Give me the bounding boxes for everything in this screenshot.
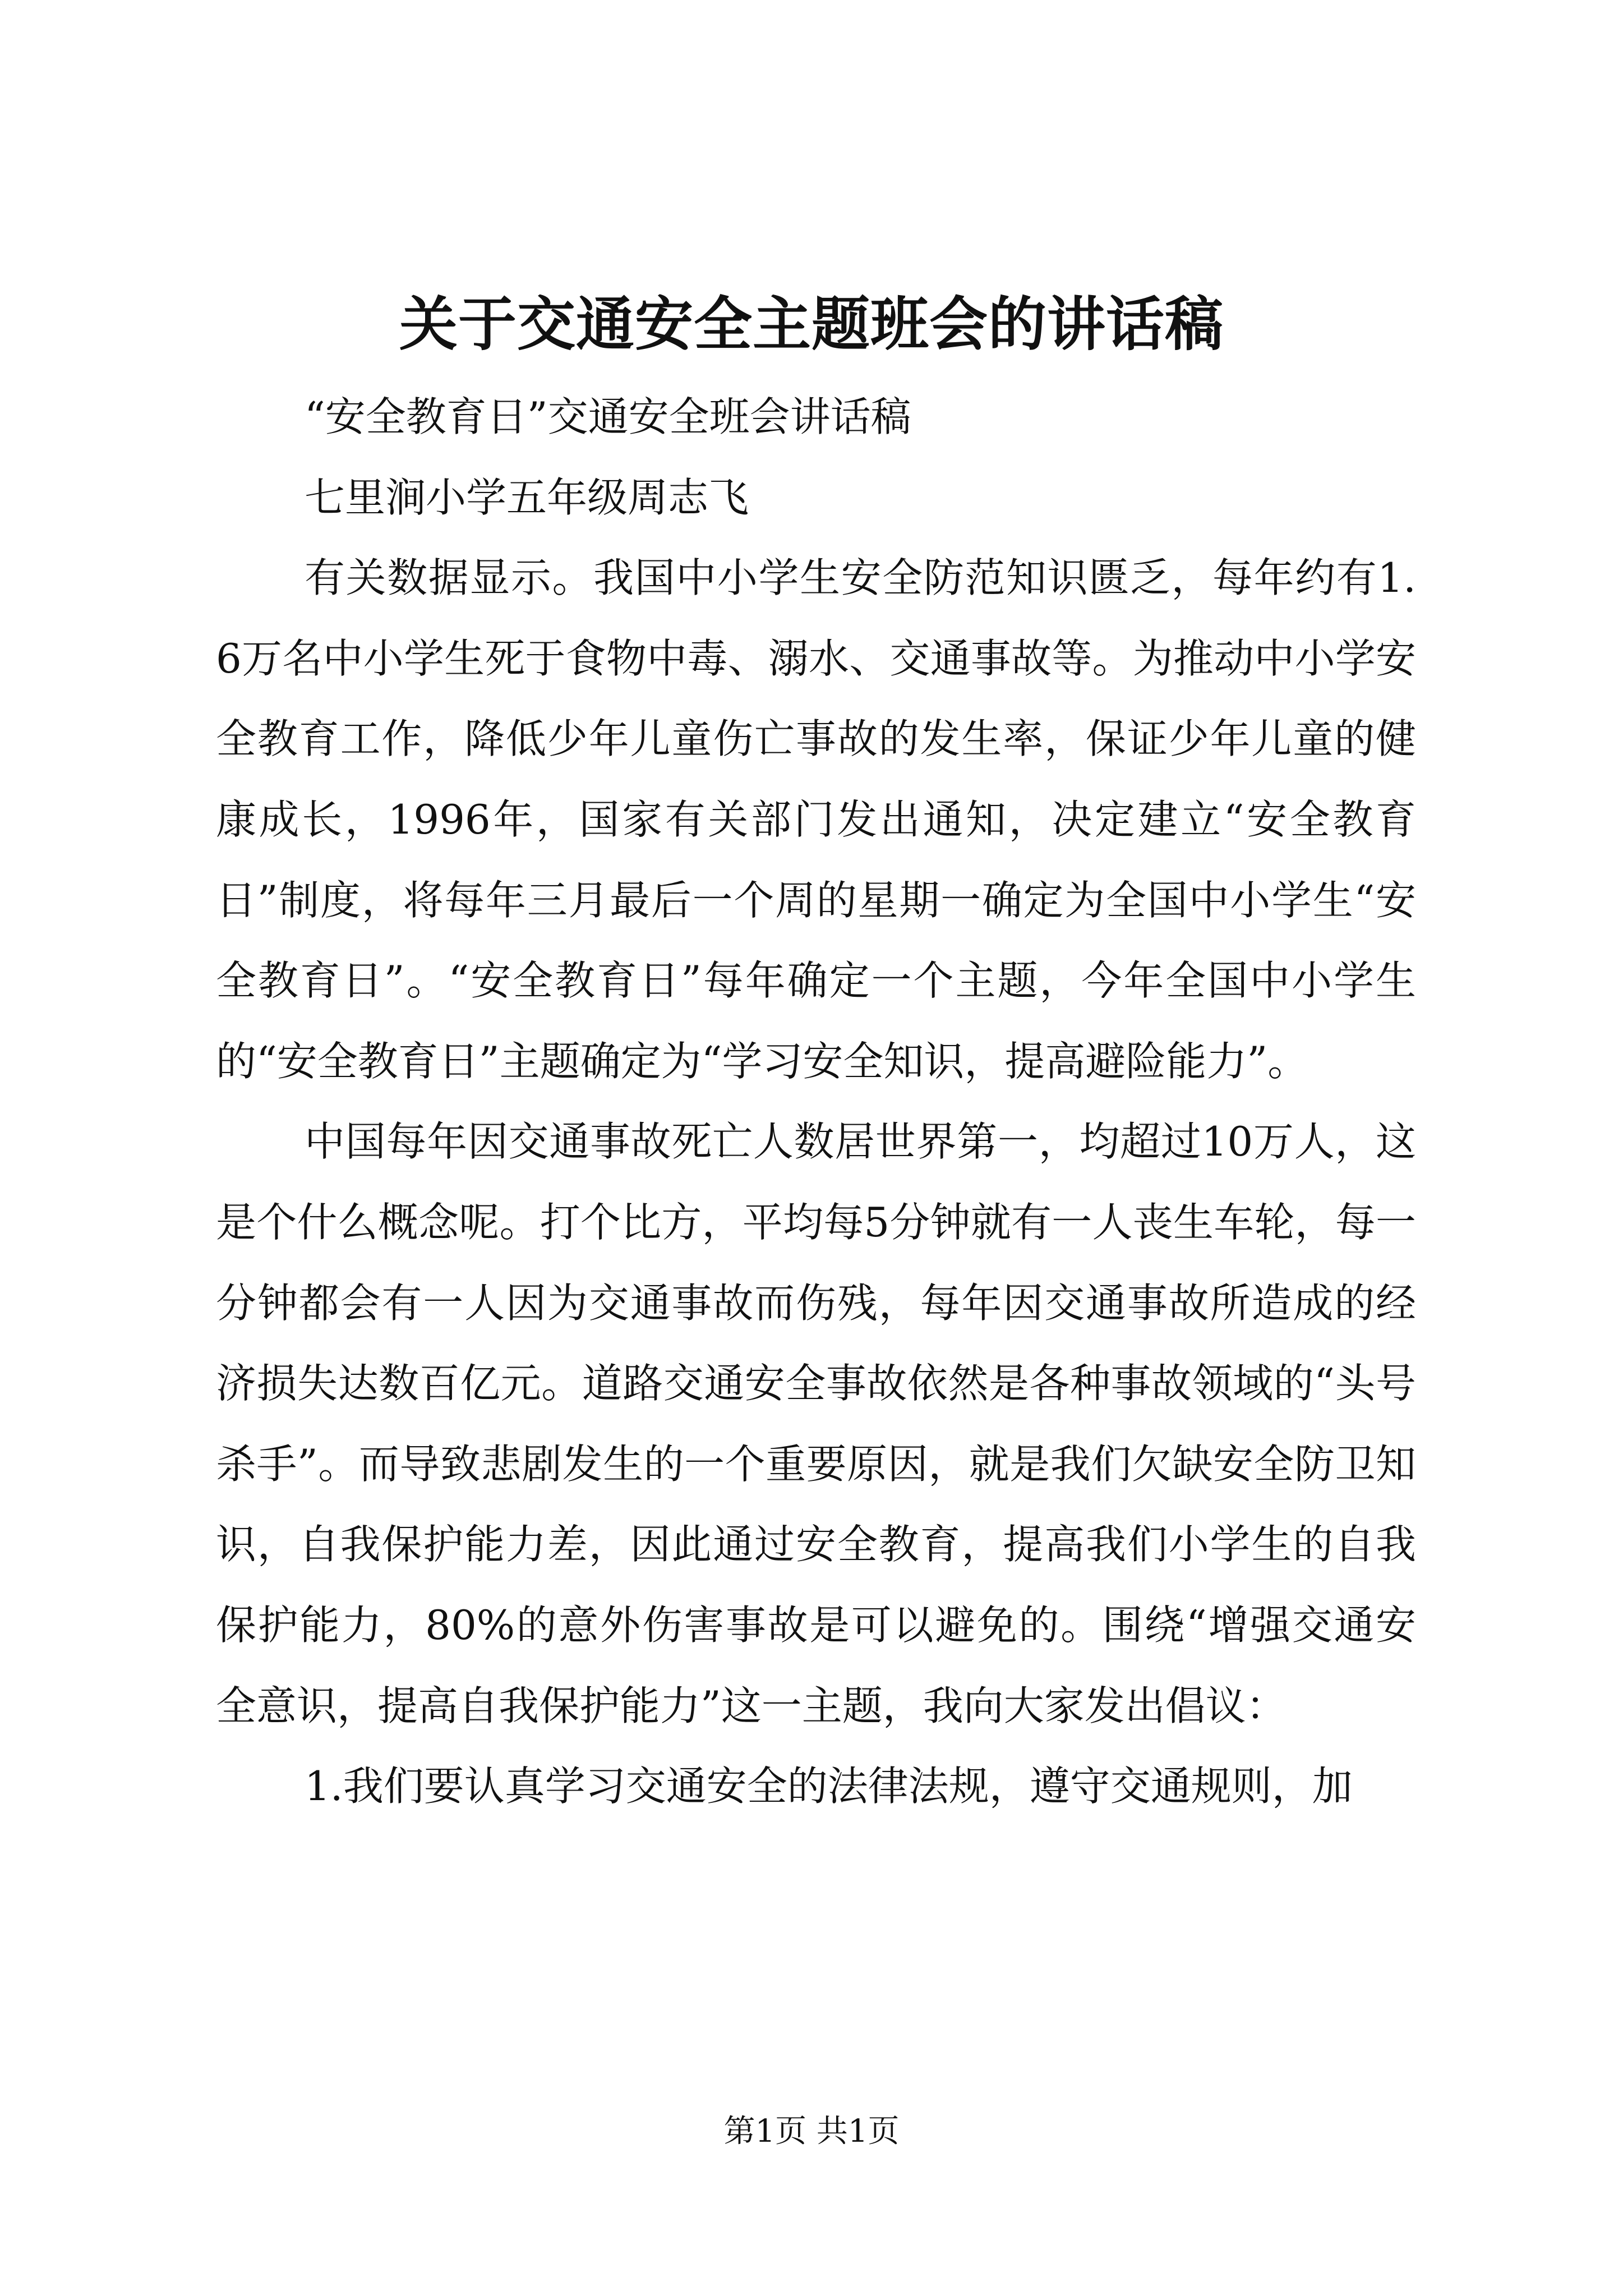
page-footer: 第1页 共1页 xyxy=(723,2113,900,2150)
paragraph-traffic-accidents: 中国每年因交通事故死亡人数居世界第一，均超过10万人，这是个什么概念呢。打个比方，平均每5分钟就有一人丧生车轮，每一分钟都会有一人因为交通事故而伤残，每年因交通事故所造成的经济损失达数百亿元。道路交通安全事故依然是各种事故领域的“头号杀手”。而导致悲剧发生的一个重要原因，就是我们欠缺安全防卫知识，自我保护能力差，因此通过安全教育，提高我们小学生的自我保护能力，80%的意外伤害事故是可以避免的。围绕“增强交通安全意识，提高自我保护能力”这一主题，我向大家发出倡议： xyxy=(216,1118,1416,1729)
paragraph-subtitle: “安全教育日”交通安全班会讲话稿 xyxy=(305,393,911,440)
paragraph-author: 七里涧小学五年级周志飞 xyxy=(305,473,749,521)
paragraph-proposal-1: 1.我们要认真学习交通安全的法律法规，遵守交通规则，加 xyxy=(305,1763,1353,1810)
document-body xyxy=(216,377,1416,1827)
document-title: 关于交通安全主题班会的讲话稿 xyxy=(399,289,1224,358)
paragraph-statistics: 有关数据显示。我国中小学生安全防范知识匮乏，每年约有1.6万名中小学生死于食物中毒、溺水、交通事故等。为推动中小学安全教育工作，降低少年儿童伤亡事故的发生率，保证少年儿童的健康成长，1996年，国家有关部门发出通知，决定建立“安全教育日”制度，将每年三月最后一个周的星期一确定为全国中小学生“安全教育日”。“安全教育日”每年确定一个主题，今年全国中小学生的“安全教育日”主题确定为“学习安全知识，提高避险能力”。 xyxy=(216,554,1416,1085)
